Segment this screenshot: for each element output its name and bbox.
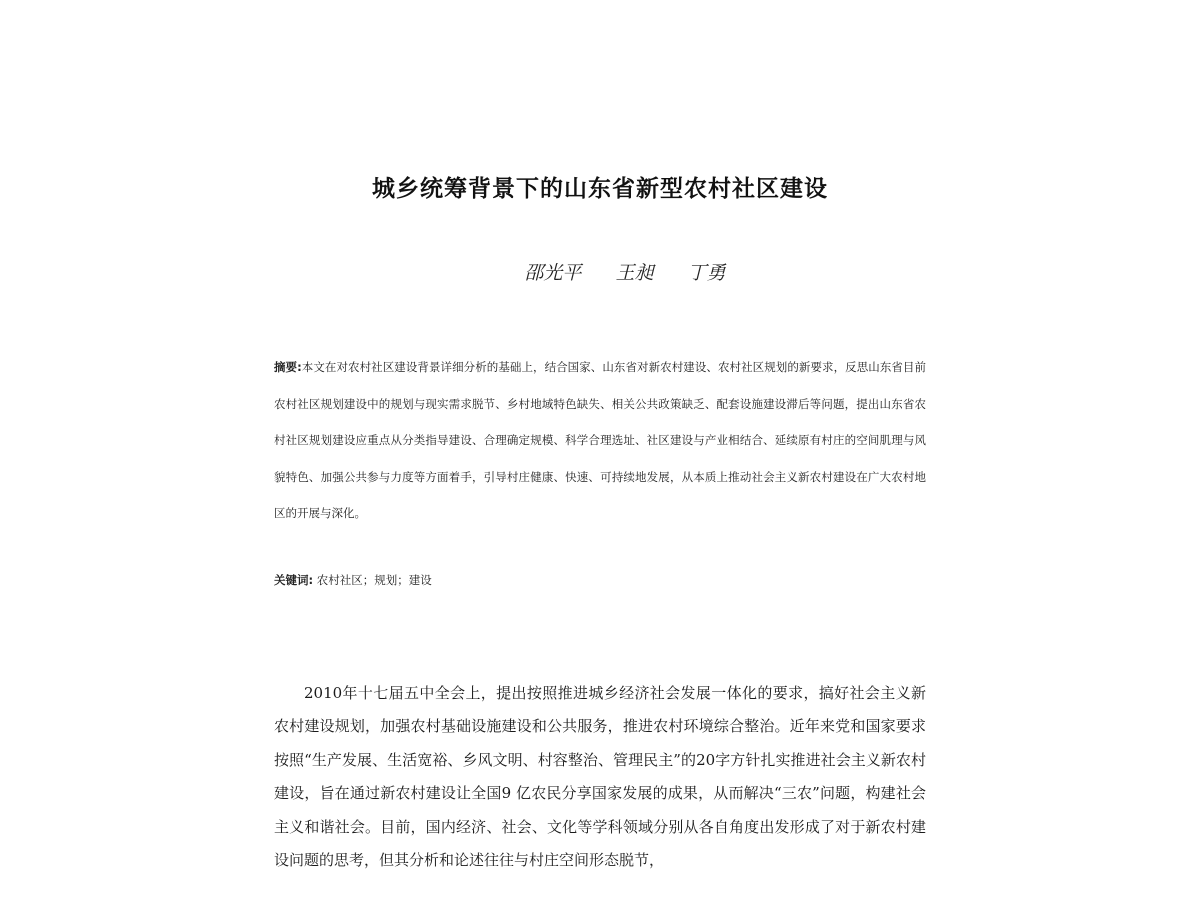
keywords-label: 关键词: [274, 573, 314, 587]
author-name: 王昶 [615, 262, 654, 284]
keywords-text: 农村社区；规划；建设 [316, 573, 432, 587]
author-list [0, 258, 1200, 285]
paper-title: 城乡统筹背景下的山东省新型农村社区建设 [372, 176, 828, 202]
body-paragraph: 2010年十七届五中全会上，提出按照推进城乡经济社会发展一体化的要求，搞好社会主义新农村建设规划，加强农村基础设施建设和公共服务，推进农村环境综合整治。近年来党和国家要求按照“生产发展、生活宽裕、乡风文明、村容整治、管理民主”的20字方针扎实推进社会主义新农村建设，旨在通过新农村建设让全国9 亿农民分享国家发展的成果，从而解决“三农”问题，构建社会主义和谐社会。目前，国内经济、社会、文化等学科领域分别从各自角度出发形成了对于新农村建设问题的思考，但其分析和论述往往与村庄空间形态脱节， [274, 684, 926, 870]
abstract-text: 本文在对农村社区建设背景详细分析的基础上，结合国家、山东省对新农村建设、农村社区规划的新要求，反思山东省目前农村社区规划建设中的规划与现实需求脱节、乡村地域特色缺失、相关公共政策缺乏、配套设施建设滞后等问题，提出山东省农村社区规划建设应重点从分类指导建设、合理确定规模、科学合理选址、社区建设与产业相结合、延续原有村庄的空间肌理与风貌特色、加强公共参与力度等方面着手，引导村庄健康、快速、可持续地发展，从本质上推动社会主义新农村建设在广大农村地区的开展与深化。 [274, 360, 926, 521]
abstract [274, 349, 926, 532]
keywords [274, 572, 432, 588]
author-name: 丁勇 [687, 262, 726, 284]
author-name: 邵光平 [524, 262, 582, 284]
abstract-label: 摘要: [274, 360, 302, 374]
